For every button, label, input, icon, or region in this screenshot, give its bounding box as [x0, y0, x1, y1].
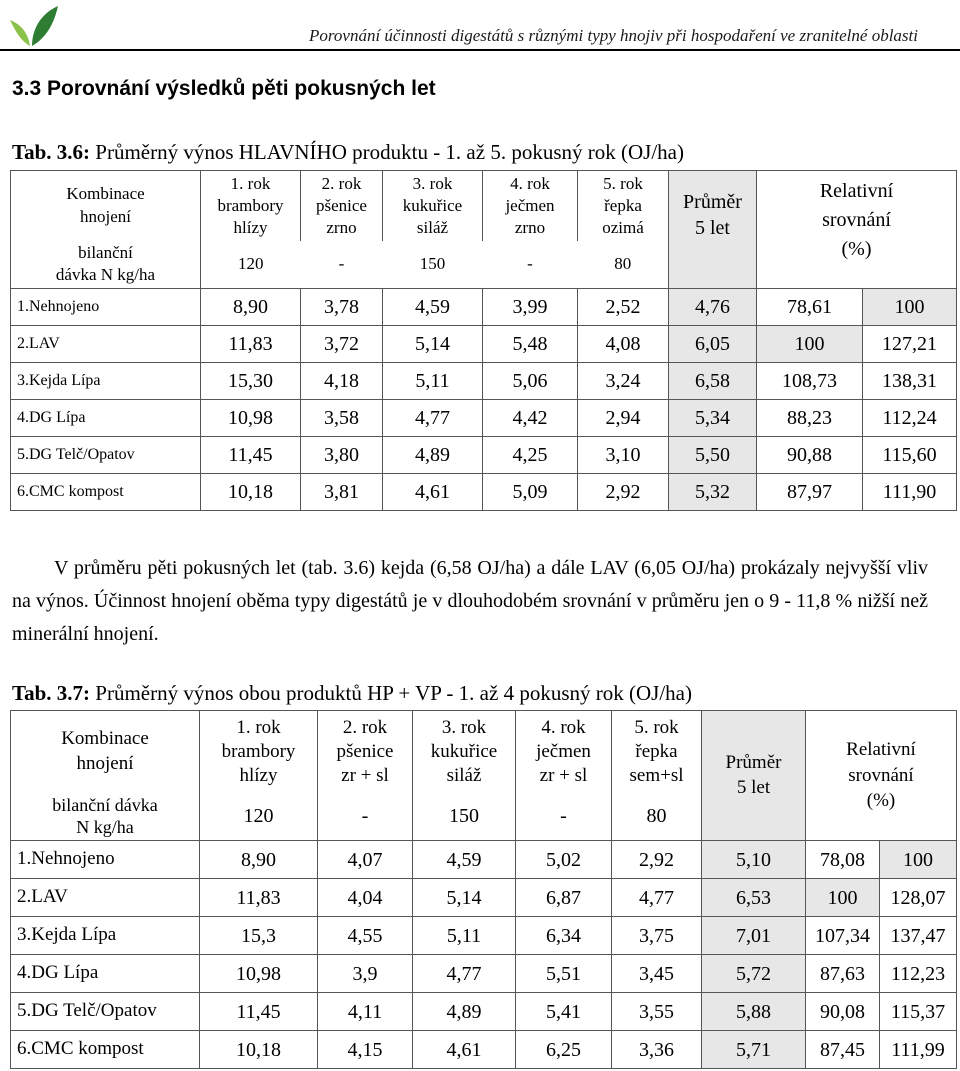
- year-label: 2. rok: [342, 717, 388, 739]
- table1-caption-label: Tab. 3.6:: [12, 140, 91, 164]
- table1-caption: [12, 140, 684, 165]
- crop-label: kukuřice: [430, 740, 498, 762]
- data-cell: 4,18: [301, 363, 383, 400]
- table-row: [11, 400, 957, 437]
- section-title: 3.3 Porovnání výsledků pěti pokusných let: [12, 77, 436, 100]
- data-cell: 10,98: [201, 400, 301, 437]
- year-header: [201, 171, 301, 241]
- crop-label: pšenice: [336, 740, 394, 762]
- corner-line: Kombinace: [61, 728, 149, 749]
- relative-header-line: Relativní: [846, 739, 916, 761]
- data-cell: 4,77: [612, 879, 702, 917]
- year-header: [301, 171, 383, 241]
- data-cell: 2,52: [578, 289, 669, 326]
- corner-line: bilanční dávka: [52, 794, 158, 815]
- relative-cell: 111,90: [863, 474, 957, 511]
- data-cell: 3,9: [318, 955, 413, 993]
- row-label: 3.Kejda Lípa: [11, 917, 200, 955]
- data-cell: 2,94: [578, 400, 669, 437]
- row-label: 4.DG Lípa: [11, 955, 200, 993]
- relative-cell: 138,31: [863, 363, 957, 400]
- table-row: [11, 955, 957, 993]
- table-row: [11, 289, 957, 326]
- year-header: [612, 711, 702, 793]
- data-cell: 5,11: [413, 917, 516, 955]
- relative-cell: 115,60: [863, 437, 957, 474]
- average-header-line: 5 let: [736, 776, 771, 798]
- relative-cell: 128,07: [880, 879, 957, 917]
- corner-line: N kg/ha: [76, 817, 134, 838]
- relative-cell: 112,24: [863, 400, 957, 437]
- data-cell: 4,25: [483, 437, 578, 474]
- header-divider: [0, 49, 960, 51]
- data-cell: 3,81: [301, 474, 383, 511]
- data-cell: 4,42: [483, 400, 578, 437]
- dose-value: 80: [578, 241, 669, 289]
- table-row: [11, 993, 957, 1031]
- relative-header-line: Relativní: [819, 180, 894, 202]
- year-header: [483, 171, 578, 241]
- data-cell: 3,80: [301, 437, 383, 474]
- data-cell: 4,55: [318, 917, 413, 955]
- average-cell: 5,72: [702, 955, 806, 993]
- product-label: siláž: [446, 764, 482, 786]
- year-header: [413, 711, 516, 793]
- dose-value: 120: [200, 793, 318, 841]
- data-cell: 5,51: [516, 955, 612, 993]
- table1-caption-text: Průměrný výnos HLAVNÍHO produktu - 1. až 5. pokusný rok (OJ/ha): [90, 140, 684, 164]
- data-cell: 5,14: [413, 879, 516, 917]
- corner-line: hnojení: [80, 206, 131, 226]
- data-cell: 5,06: [483, 363, 578, 400]
- data-cell: 4,59: [383, 289, 483, 326]
- relative-header-line: (%): [841, 238, 872, 260]
- relative-header-line: srovnání: [822, 209, 891, 231]
- data-cell: 8,90: [201, 289, 301, 326]
- data-cell: 4,11: [318, 993, 413, 1031]
- relative-cell: 90,08: [806, 993, 880, 1031]
- data-cell: 5,11: [383, 363, 483, 400]
- data-cell: 5,48: [483, 326, 578, 363]
- year-label: 4. rok: [541, 717, 586, 739]
- corner-header: [11, 711, 200, 793]
- data-cell: 4,61: [383, 474, 483, 511]
- year-label: 4. rok: [510, 173, 550, 193]
- data-cell: 3,78: [301, 289, 383, 326]
- year-label: 3. rok: [441, 717, 487, 739]
- dose-value: 150: [383, 241, 483, 289]
- dose-header: [11, 241, 201, 289]
- data-cell: 5,02: [516, 841, 612, 879]
- relative-cell: 87,97: [757, 474, 863, 511]
- data-cell: 3,36: [612, 1031, 702, 1069]
- corner-line: hnojení: [76, 752, 134, 774]
- relative-cell: 100: [880, 841, 957, 879]
- average-header-line: 5 let: [695, 217, 730, 239]
- relative-cell: 88,23: [757, 400, 863, 437]
- corner-line: bilanční: [78, 243, 133, 263]
- row-label: 2.LAV: [11, 326, 201, 363]
- data-cell: 4,07: [318, 841, 413, 879]
- average-cell: 5,88: [702, 993, 806, 1031]
- data-cell: 2,92: [578, 474, 669, 511]
- data-cell: 3,58: [301, 400, 383, 437]
- data-cell: 15,3: [200, 917, 318, 955]
- dose-value: 120: [201, 241, 301, 289]
- year-label: 5. rok: [634, 717, 679, 739]
- data-cell: 4,61: [413, 1031, 516, 1069]
- corner-header: [11, 171, 201, 241]
- table-row: [11, 437, 957, 474]
- corner-line: dávka N kg/ha: [55, 265, 156, 285]
- year-header: [578, 171, 669, 241]
- average-cell: 4,76: [669, 289, 757, 326]
- year-header: [318, 711, 413, 793]
- relative-cell: 90,88: [757, 437, 863, 474]
- table2-caption: [12, 681, 692, 706]
- average-header-line: Průměr: [683, 191, 742, 213]
- average-cell: 5,32: [669, 474, 757, 511]
- product-label: hlízy: [233, 217, 268, 237]
- relative-cell: 115,37: [880, 993, 957, 1031]
- data-cell: 5,41: [516, 993, 612, 1031]
- relative-cell: 100: [757, 326, 863, 363]
- relative-cell: 137,47: [880, 917, 957, 955]
- average-header-line: Průměr: [725, 751, 782, 773]
- product-label: ozimá: [602, 217, 644, 237]
- relative-cell: 127,21: [863, 326, 957, 363]
- relative-cell: 78,61: [757, 289, 863, 326]
- year-label: 2. rok: [321, 173, 362, 193]
- table-row: [11, 474, 957, 511]
- data-cell: 3,72: [301, 326, 383, 363]
- crop-label: kukuřice: [402, 195, 463, 215]
- row-label: 6.CMC kompost: [11, 474, 201, 511]
- data-cell: 10,98: [200, 955, 318, 993]
- row-label: 5.DG Telč/Opatov: [11, 993, 200, 1031]
- crop-label: ječmen: [505, 195, 555, 215]
- data-cell: 3,55: [612, 993, 702, 1031]
- year-header: [383, 171, 483, 241]
- product-label: siláž: [416, 217, 449, 237]
- crop-label: ječmen: [536, 740, 591, 762]
- table-yield-main-product: [10, 170, 957, 511]
- crop-label: řepka: [635, 740, 678, 762]
- leaf-logo-icon: [6, 2, 60, 48]
- year-label: 1. rok: [236, 717, 281, 739]
- data-cell: 3,45: [612, 955, 702, 993]
- relative-cell: 87,63: [806, 955, 880, 993]
- row-label: 3.Kejda Lípa: [11, 363, 201, 400]
- table2-caption-text: Průměrný výnos obou produktů HP + VP - 1. až 4 pokusný rok (OJ/ha): [90, 681, 692, 705]
- relative-cell: 100: [806, 879, 880, 917]
- data-cell: 4,04: [318, 879, 413, 917]
- summary-paragraph: [12, 552, 928, 651]
- data-cell: 15,30: [201, 363, 301, 400]
- table-row: [11, 363, 957, 400]
- average-cell: 5,71: [702, 1031, 806, 1069]
- data-cell: 6,25: [516, 1031, 612, 1069]
- data-cell: 4,89: [383, 437, 483, 474]
- table-row: [11, 841, 957, 879]
- dose-value: 150: [413, 793, 516, 841]
- average-header: [669, 171, 757, 289]
- relative-cell: 107,34: [806, 917, 880, 955]
- year-label: 3. rok: [412, 173, 453, 193]
- product-label: hlízy: [239, 764, 278, 786]
- year-label: 5. rok: [603, 173, 643, 193]
- relative-cell: 108,73: [757, 363, 863, 400]
- dose-value: -: [301, 241, 383, 289]
- average-cell: 6,58: [669, 363, 757, 400]
- relative-cell: 87,45: [806, 1031, 880, 1069]
- data-cell: 3,10: [578, 437, 669, 474]
- crop-label: pšenice: [316, 195, 367, 215]
- data-cell: 5,09: [483, 474, 578, 511]
- average-cell: 5,50: [669, 437, 757, 474]
- year-header: [516, 711, 612, 793]
- average-cell: 6,05: [669, 326, 757, 363]
- dose-header: [11, 793, 200, 841]
- dose-value: -: [516, 793, 612, 841]
- data-cell: 8,90: [200, 841, 318, 879]
- data-cell: 10,18: [201, 474, 301, 511]
- data-cell: 4,77: [383, 400, 483, 437]
- row-label: 1.Nehnojeno: [11, 841, 200, 879]
- table2-caption-label: Tab. 3.7:: [12, 681, 91, 705]
- relative-header-line: srovnání: [848, 764, 914, 786]
- data-cell: 2,92: [612, 841, 702, 879]
- paragraph-text: V průměru pěti pokusných let (tab. 3.6) kejda (6,58 OJ/ha) a dále LAV (6,05 OJ/ha) prokázaly nejvyšší vliv na výnos. Účinnost hnojení oběma typy digestátů je v dlouhodobém srovnání v průměru jen o 9 - 11,8 % nižší než minerální hnojení.: [12, 557, 928, 645]
- crop-label: řepka: [604, 195, 642, 215]
- page-header: [0, 0, 960, 52]
- relative-cell: 100: [863, 289, 957, 326]
- relative-header: [806, 711, 957, 841]
- table-row: [11, 917, 957, 955]
- table-row: [11, 879, 957, 917]
- corner-line: Kombinace: [66, 184, 145, 203]
- product-label: sem+sl: [629, 764, 684, 786]
- data-cell: 6,87: [516, 879, 612, 917]
- relative-header: [757, 171, 957, 289]
- data-cell: 3,24: [578, 363, 669, 400]
- table-yield-both-products: [10, 710, 957, 1069]
- header-title: Porovnání účinnosti digestátů s různými typy hnojiv při hospodaření ve zranitelné oblasti: [309, 26, 918, 45]
- dose-value: -: [318, 793, 413, 841]
- data-cell: 10,18: [200, 1031, 318, 1069]
- relative-cell: 111,99: [880, 1031, 957, 1069]
- row-label: 2.LAV: [11, 879, 200, 917]
- data-cell: 4,08: [578, 326, 669, 363]
- year-label: 1. rok: [230, 173, 271, 193]
- average-header: [702, 711, 806, 841]
- dose-value: 80: [612, 793, 702, 841]
- table-row: [11, 1031, 957, 1069]
- data-cell: 4,89: [413, 993, 516, 1031]
- product-label: zr + sl: [539, 764, 588, 786]
- year-header: [200, 711, 318, 793]
- dose-value: -: [483, 241, 578, 289]
- row-label: 6.CMC kompost: [11, 1031, 200, 1069]
- average-cell: 6,53: [702, 879, 806, 917]
- data-cell: 4,77: [413, 955, 516, 993]
- row-label: 5.DG Telč/Opatov: [11, 437, 201, 474]
- data-cell: 3,75: [612, 917, 702, 955]
- crop-label: brambory: [221, 740, 296, 762]
- product-label: zrno: [514, 217, 546, 237]
- data-cell: 11,45: [201, 437, 301, 474]
- data-cell: 11,83: [200, 879, 318, 917]
- row-label: 4.DG Lípa: [11, 400, 201, 437]
- average-cell: 5,34: [669, 400, 757, 437]
- row-label: 1.Nehnojeno: [11, 289, 201, 326]
- data-cell: 11,83: [201, 326, 301, 363]
- data-cell: 3,99: [483, 289, 578, 326]
- relative-cell: 112,23: [880, 955, 957, 993]
- data-cell: 4,59: [413, 841, 516, 879]
- product-label: zrno: [326, 217, 357, 237]
- average-cell: 7,01: [702, 917, 806, 955]
- crop-label: brambory: [217, 195, 284, 215]
- average-cell: 5,10: [702, 841, 806, 879]
- relative-cell: 78,08: [806, 841, 880, 879]
- data-cell: 6,34: [516, 917, 612, 955]
- relative-header-line: (%): [866, 790, 896, 812]
- data-cell: 4,15: [318, 1031, 413, 1069]
- data-cell: 11,45: [200, 993, 318, 1031]
- data-cell: 5,14: [383, 326, 483, 363]
- table-row: [11, 326, 957, 363]
- product-label: zr + sl: [341, 764, 389, 786]
